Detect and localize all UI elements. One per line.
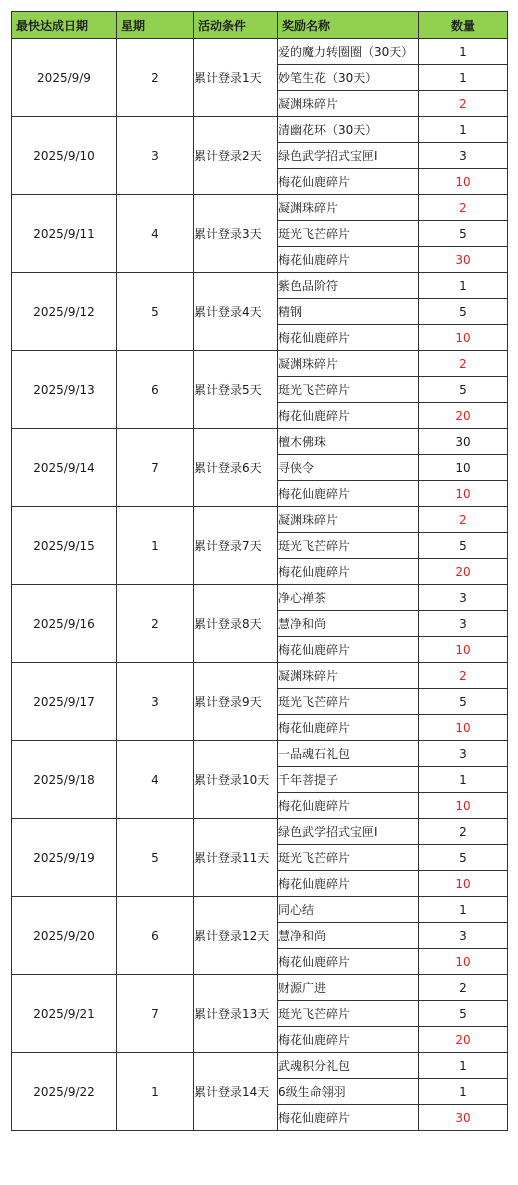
date-cell: 2025/9/15 xyxy=(12,507,117,585)
reward-qty-cell: 1 xyxy=(419,65,508,91)
reward-name-cell: 千年菩提子 xyxy=(278,767,419,793)
reward-name-cell: 梅花仙鹿碎片 xyxy=(278,1105,419,1131)
header-week: 星期 xyxy=(117,12,194,39)
date-cell: 2025/9/16 xyxy=(12,585,117,663)
header-row xyxy=(12,12,508,39)
reward-qty-cell: 1 xyxy=(419,1079,508,1105)
reward-qty-cell: 5 xyxy=(419,377,508,403)
table-row xyxy=(12,663,508,689)
date-cell: 2025/9/10 xyxy=(12,117,117,195)
reward-name-cell: 净心禅茶 xyxy=(278,585,419,611)
reward-name-cell: 绿色武学招式宝匣I xyxy=(278,819,419,845)
date-cell: 2025/9/9 xyxy=(12,39,117,117)
reward-qty-cell: 30 xyxy=(419,247,508,273)
reward-qty-cell: 10 xyxy=(419,481,508,507)
reward-qty-cell: 1 xyxy=(419,39,508,65)
condition-cell: 累计登录9天 xyxy=(194,663,278,741)
reward-qty-cell: 2 xyxy=(419,91,508,117)
date-cell: 2025/9/17 xyxy=(12,663,117,741)
date-cell: 2025/9/13 xyxy=(12,351,117,429)
reward-qty-cell: 3 xyxy=(419,741,508,767)
weekday-cell: 3 xyxy=(117,117,194,195)
weekday-cell: 6 xyxy=(117,351,194,429)
reward-name-cell: 凝渊珠碎片 xyxy=(278,91,419,117)
reward-name-cell: 梅花仙鹿碎片 xyxy=(278,169,419,195)
date-cell: 2025/9/14 xyxy=(12,429,117,507)
reward-qty-cell: 1 xyxy=(419,767,508,793)
condition-cell: 累计登录2天 xyxy=(194,117,278,195)
weekday-cell: 4 xyxy=(117,195,194,273)
reward-qty-cell: 10 xyxy=(419,949,508,975)
reward-qty-cell: 10 xyxy=(419,637,508,663)
reward-name-cell: 檀木佛珠 xyxy=(278,429,419,455)
table-row xyxy=(12,1053,508,1079)
header-reward: 奖励名称 xyxy=(278,12,419,39)
reward-name-cell: 梅花仙鹿碎片 xyxy=(278,481,419,507)
reward-qty-cell: 1 xyxy=(419,1053,508,1079)
reward-qty-cell: 3 xyxy=(419,923,508,949)
reward-qty-cell: 30 xyxy=(419,1105,508,1131)
reward-qty-cell: 3 xyxy=(419,611,508,637)
reward-qty-cell: 1 xyxy=(419,897,508,923)
reward-qty-cell: 1 xyxy=(419,117,508,143)
date-cell: 2025/9/19 xyxy=(12,819,117,897)
weekday-cell: 6 xyxy=(117,897,194,975)
reward-qty-cell: 2 xyxy=(419,351,508,377)
table-header xyxy=(12,12,508,39)
weekday-cell: 7 xyxy=(117,429,194,507)
reward-name-cell: 凝渊珠碎片 xyxy=(278,507,419,533)
reward-name-cell: 珽光飞芒碎片 xyxy=(278,221,419,247)
weekday-cell: 1 xyxy=(117,1053,194,1131)
table-row xyxy=(12,585,508,611)
condition-cell: 累计登录11天 xyxy=(194,819,278,897)
reward-name-cell: 梅花仙鹿碎片 xyxy=(278,325,419,351)
reward-qty-cell: 10 xyxy=(419,793,508,819)
reward-qty-cell: 2 xyxy=(419,195,508,221)
condition-cell: 累计登录10天 xyxy=(194,741,278,819)
reward-name-cell: 珽光飞芒碎片 xyxy=(278,1001,419,1027)
reward-name-cell: 同心结 xyxy=(278,897,419,923)
condition-cell: 累计登录6天 xyxy=(194,429,278,507)
date-cell: 2025/9/20 xyxy=(12,897,117,975)
weekday-cell: 4 xyxy=(117,741,194,819)
reward-name-cell: 珽光飞芒碎片 xyxy=(278,689,419,715)
header-qty: 数量 xyxy=(419,12,508,39)
reward-name-cell: 梅花仙鹿碎片 xyxy=(278,403,419,429)
weekday-cell: 7 xyxy=(117,975,194,1053)
reward-qty-cell: 3 xyxy=(419,585,508,611)
reward-qty-cell: 10 xyxy=(419,455,508,481)
reward-qty-cell: 2 xyxy=(419,819,508,845)
reward-qty-cell: 20 xyxy=(419,1027,508,1053)
table-row xyxy=(12,117,508,143)
date-cell: 2025/9/12 xyxy=(12,273,117,351)
login-rewards-table xyxy=(11,11,508,1131)
reward-name-cell: 财源广进 xyxy=(278,975,419,1001)
reward-name-cell: 珽光飞芒碎片 xyxy=(278,845,419,871)
weekday-cell: 3 xyxy=(117,663,194,741)
table-row xyxy=(12,507,508,533)
table-row xyxy=(12,741,508,767)
reward-name-cell: 紫色品阶符 xyxy=(278,273,419,299)
date-cell: 2025/9/22 xyxy=(12,1053,117,1131)
table-row xyxy=(12,39,508,65)
reward-name-cell: 清幽花环（30天） xyxy=(278,117,419,143)
weekday-cell: 5 xyxy=(117,819,194,897)
reward-qty-cell: 10 xyxy=(419,871,508,897)
date-cell: 2025/9/18 xyxy=(12,741,117,819)
condition-cell: 累计登录5天 xyxy=(194,351,278,429)
weekday-cell: 1 xyxy=(117,507,194,585)
condition-cell: 累计登录3天 xyxy=(194,195,278,273)
reward-name-cell: 珽光飞芒碎片 xyxy=(278,377,419,403)
reward-qty-cell: 2 xyxy=(419,663,508,689)
reward-qty-cell: 5 xyxy=(419,845,508,871)
reward-name-cell: 武魂积分礼包 xyxy=(278,1053,419,1079)
weekday-cell: 5 xyxy=(117,273,194,351)
reward-qty-cell: 5 xyxy=(419,299,508,325)
reward-name-cell: 梅花仙鹿碎片 xyxy=(278,247,419,273)
reward-name-cell: 寻侠令 xyxy=(278,455,419,481)
reward-name-cell: 凝渊珠碎片 xyxy=(278,351,419,377)
table-row xyxy=(12,195,508,221)
reward-qty-cell: 5 xyxy=(419,1001,508,1027)
reward-name-cell: 爱的魔力转圈圈（30天） xyxy=(278,39,419,65)
table-row xyxy=(12,975,508,1001)
table-row xyxy=(12,429,508,455)
reward-qty-cell: 5 xyxy=(419,533,508,559)
reward-name-cell: 梅花仙鹿碎片 xyxy=(278,715,419,741)
reward-name-cell: 梅花仙鹿碎片 xyxy=(278,559,419,585)
reward-name-cell: 慧净和尚 xyxy=(278,923,419,949)
date-cell: 2025/9/11 xyxy=(12,195,117,273)
reward-qty-cell: 1 xyxy=(419,273,508,299)
reward-qty-cell: 3 xyxy=(419,143,508,169)
reward-name-cell: 凝渊珠碎片 xyxy=(278,663,419,689)
header-condition: 活动条件 xyxy=(194,12,278,39)
header-date: 最快达成日期 xyxy=(12,12,117,39)
table-row xyxy=(12,819,508,845)
table-row xyxy=(12,897,508,923)
reward-name-cell: 6级生命翎羽 xyxy=(278,1079,419,1105)
reward-qty-cell: 20 xyxy=(419,559,508,585)
condition-cell: 累计登录1天 xyxy=(194,39,278,117)
table-row xyxy=(12,273,508,299)
condition-cell: 累计登录8天 xyxy=(194,585,278,663)
reward-qty-cell: 2 xyxy=(419,975,508,1001)
reward-name-cell: 凝渊珠碎片 xyxy=(278,195,419,221)
reward-name-cell: 妙笔生花（30天） xyxy=(278,65,419,91)
reward-name-cell: 梅花仙鹿碎片 xyxy=(278,949,419,975)
reward-name-cell: 梅花仙鹿碎片 xyxy=(278,637,419,663)
reward-name-cell: 精钢 xyxy=(278,299,419,325)
reward-qty-cell: 20 xyxy=(419,403,508,429)
date-cell: 2025/9/21 xyxy=(12,975,117,1053)
weekday-cell: 2 xyxy=(117,39,194,117)
reward-name-cell: 一品魂石礼包 xyxy=(278,741,419,767)
reward-qty-cell: 10 xyxy=(419,325,508,351)
reward-qty-cell: 10 xyxy=(419,715,508,741)
reward-qty-cell: 5 xyxy=(419,689,508,715)
reward-name-cell: 绿色武学招式宝匣I xyxy=(278,143,419,169)
condition-cell: 累计登录13天 xyxy=(194,975,278,1053)
table-row xyxy=(12,351,508,377)
reward-name-cell: 珽光飞芒碎片 xyxy=(278,533,419,559)
reward-qty-cell: 2 xyxy=(419,507,508,533)
condition-cell: 累计登录7天 xyxy=(194,507,278,585)
reward-name-cell: 梅花仙鹿碎片 xyxy=(278,871,419,897)
condition-cell: 累计登录12天 xyxy=(194,897,278,975)
reward-qty-cell: 30 xyxy=(419,429,508,455)
weekday-cell: 2 xyxy=(117,585,194,663)
condition-cell: 累计登录14天 xyxy=(194,1053,278,1131)
reward-qty-cell: 10 xyxy=(419,169,508,195)
condition-cell: 累计登录4天 xyxy=(194,273,278,351)
table-body xyxy=(12,39,508,1131)
reward-name-cell: 梅花仙鹿碎片 xyxy=(278,793,419,819)
reward-name-cell: 慧净和尚 xyxy=(278,611,419,637)
reward-qty-cell: 5 xyxy=(419,221,508,247)
reward-name-cell: 梅花仙鹿碎片 xyxy=(278,1027,419,1053)
